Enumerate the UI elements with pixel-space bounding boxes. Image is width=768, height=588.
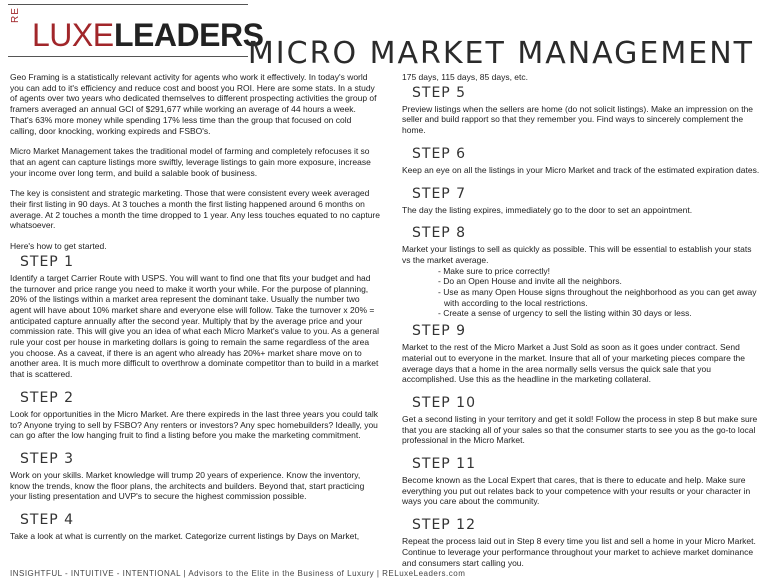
step-3-text: Work on your skills. Market knowledge will trump 20 years of experience. Know the inventory, know the trends, know the floor plans, the architects and builders. Beyond that, start practicing your listing presentation and UVP's to secure the highest commission possible. xyxy=(10,469,365,502)
left-column xyxy=(10,72,380,552)
step-12-text: Repeat the process laid out in Step 8 every time you list and sell a home in your Micro Market. Continue to leverage your performance throughout your market to achieve market dominance and consumers start calling you. xyxy=(402,536,756,568)
step-2-text: Look for opportunities in the Micro Market. Are there expireds in the last three years you could talk to? Anyone trying to sell by FSBO? Any renters or investors? Any spec homebuilders? Ideally, you can go after the low hanging fruit to find a listing before you make the marketing commitment. xyxy=(10,408,379,441)
step-11-text: Become known as the Local Expert that cares, that is there to educate and help. Make sure everything you put out relates back to your competence with your results or your character in ways you care about the community. xyxy=(402,475,751,507)
step-8-text: Market your listings to sell as quickly as possible. This will be essential to establish your stats vs the market average. xyxy=(402,244,752,265)
step-10-heading: STEP 10 xyxy=(412,394,476,411)
step-8-bullet: - Create a sense of urgency to sell the listing within 30 days or less. xyxy=(438,308,692,319)
step-5-text: Preview listings when the sellers are home (do not solicit listings). Make an impression on the seller and build rapport so that they remember you. Find ways to sincerely complement the home. xyxy=(402,103,754,136)
step-6-heading: STEP 6 xyxy=(412,145,467,162)
brand-logo xyxy=(8,4,264,60)
step-8-heading: STEP 8 xyxy=(412,225,467,242)
step-7-text: The day the listing expires, immediately go to the door to set an appointment. xyxy=(402,204,693,215)
step-8-bullet-list xyxy=(438,266,760,320)
step-3-heading: STEP 3 xyxy=(20,450,75,467)
intro-paragraph-2: Micro Market Management takes the traditional model of farming and completely refocuses it so that an agent can capture listings more swiftly, leverage listings to gain more exposure, increase your income over long term, and build a salable book of business. xyxy=(10,146,371,178)
step-9-text: Market to the rest of the Micro Market a Just Sold as soon as it goes under contract. Send material out to everyone in the market. Insure that all of your marketing pieces compare the average days that a home in the area normally sells versus the quick sale that you accomplished. Use this as the headline in the marketing collateral. xyxy=(402,342,746,385)
step-11-heading: STEP 11 xyxy=(412,456,476,473)
step-1-heading: STEP 1 xyxy=(20,253,75,270)
step-7-heading: STEP 7 xyxy=(412,185,467,202)
step-12-heading: STEP 12 xyxy=(412,517,476,534)
step-4-heading: STEP 4 xyxy=(20,512,75,529)
logo-prefix: RE xyxy=(10,7,21,23)
step-8-bullet: - Use as many Open House signs throughout the neighborhood as you can get away with according to the local restrictions. xyxy=(438,287,757,308)
step-2-heading: STEP 2 xyxy=(20,389,75,406)
step-1-text: Identify a target Carrier Route with USPS. You will want to find one that fits your budget and had the turnover and price range you need to make it worth your while. For the purpose of planning, 20% of the listings within a market area represent the dominant take. Usually the number two agent will have about 10% market share and everyone else will follow. Take the turnover x 20% = anticipated capture annually after the second year. Multiply that by the average price and your commission rate. This will give you an idea of what each Micro Market's value to you. As a general rule your cost per house in marketing dollars is going to remain the same regardless of the area you choose. As a caveat, if there is an agent who already has 20%+ market share move on to another area. It is much more difficult to overthrow a dominate competitor than to build in a market that is scattered. xyxy=(10,272,380,380)
step-4-continued: 175 days, 115 days, 85 days, etc. xyxy=(402,72,529,82)
intro-paragraph-4: Here's how to get started. xyxy=(10,241,107,252)
step-8-bullet: - Make sure to price correctly! xyxy=(438,265,550,276)
page-title: MICRO MARKET MANAGEMENT xyxy=(247,36,754,72)
page-footer: INSIGHTFUL - INTUITIVE - INTENTIONAL | Advisors to the Elite in the Business of Luxury | RELuxeLeaders.com xyxy=(10,569,466,578)
right-column xyxy=(402,72,760,578)
step-9-heading: STEP 9 xyxy=(412,323,467,340)
step-10-text: Get a second listing in your territory and get it sold! Follow the process in step 8 but make sure that you are stacking all of your sales so that the consumer starts to see you as the go-to local professional in the Micro Market. xyxy=(402,413,758,446)
step-5-heading: STEP 5 xyxy=(412,84,467,101)
step-4-text: Take a look at what is currently on the market. Categorize current listings by Days on Market, xyxy=(10,531,360,542)
intro-paragraph-1: Geo Framing is a statistically relevant activity for agents who work it effectively. In today's world you can add to it's efficiency and reduce cost and boost you ROI. Here are some stats. In a study of agents over two years who dedicated themselves to different prospecting activities the group of framers averaged an annual GCI of $291,677 while working an average of 44 hours a week. That's 63% more money while spending 17% less time than the group that focused on cold calling, door knocking, working expireds and FSBO's. xyxy=(10,72,377,136)
logo-luxe: LUXE xyxy=(32,17,114,53)
step-8-bullet: - Do an Open House and invite all the neighbors. xyxy=(438,276,622,287)
intro-paragraph-3: The key is consistent and strategic marketing. Those that were consistent every week averaged their first listing in 90 days. At 3 touches a month the first listing happened around 6 months on average. At 2 touches a month the time dropped to 1 year. Any less touches equated to no capture whatsoever. xyxy=(10,188,380,231)
step-6-text: Keep an eye on all the listings in your Micro Market and track of the estimated expiration dates. xyxy=(402,164,760,175)
logo-bottom-rule xyxy=(8,56,248,57)
logo-leaders: LEADERS xyxy=(114,17,264,53)
logo-top-rule xyxy=(8,4,248,5)
